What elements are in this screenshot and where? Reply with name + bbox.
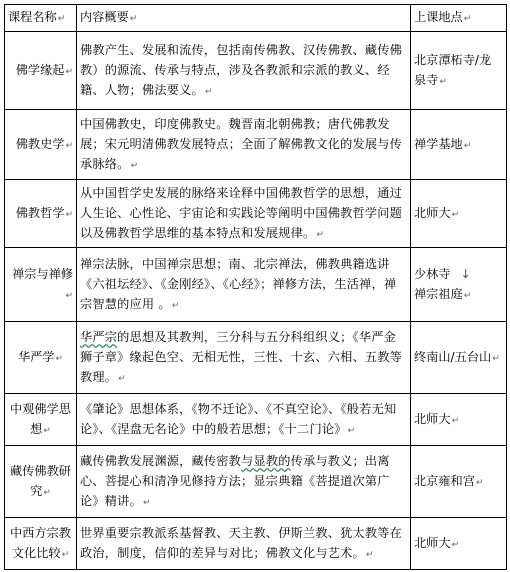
course-content-cell: 中国佛教史，印度佛教史。魏晋南北朝佛教；唐代佛教发展；宋元明清佛教发展特点；全面了解佛教文化的发展与传承脉络。↵ — [77, 110, 411, 180]
paragraph-mark-icon: ↵ — [463, 140, 472, 151]
course-content-cell: 华严宗的思想及其教判，三分科与五分科组织义；《华严金狮子章》缘起色空、无相无性，三性、十玄、六相、五教等教理。↵ — [77, 322, 411, 394]
course-content-cell: 藏传佛教发展渊源，藏传密教与显教的传承与教义；出离心、菩提心和清净见修持方法；显宗典籍《菩提道次第广论》精讲。↵ — [77, 446, 411, 518]
course-name-cell: 禅宗与禅修↵ — [5, 248, 77, 322]
paragraph-mark-icon: ↵ — [171, 300, 180, 311]
course-name-cell: 华严学↵ — [5, 322, 77, 394]
paragraph-mark-icon: ↵ — [204, 86, 213, 97]
course-location-cell: 北京雍和宫↵ — [411, 446, 507, 518]
paragraph-mark-icon: ↵ — [43, 487, 51, 498]
course-location-cell: 北师大↵ — [411, 518, 507, 570]
table-row — [5, 248, 507, 322]
paragraph-mark-icon: ↵ — [347, 425, 356, 436]
paragraph-mark-icon: ↵ — [439, 76, 447, 87]
paragraph-mark-icon: ↵ — [61, 549, 70, 560]
course-location-cell: 少林寺 ↓ 禅宗祖庭↵ — [411, 248, 507, 322]
course-location-cell: 禅学基地↵ — [411, 110, 507, 180]
header-location: 上课地点↵ — [411, 5, 507, 32]
course-name-cell: 中观佛学思想↵ — [5, 394, 77, 446]
paragraph-mark-icon: ↵ — [451, 415, 460, 426]
course-content-cell: 《肇论》思想体系，《物不迁论》、《不真空论》、《般若无知论》、《涅盘无名论》中的般若思想；《十二门论》↵ — [77, 394, 411, 446]
paragraph-mark-icon: ↵ — [129, 14, 138, 24]
course-location-cell: 终南山/五台山↵ — [411, 322, 507, 394]
table-header-row — [5, 5, 507, 32]
course-content-cell: 从中国哲学史发展的脉络来诠释中国佛教哲学的思想，通过人生论、心性论、宇宙论和实践论等阐明中国佛教哲学问题以及佛教哲学思维的基本特点和发展规律。↵ — [77, 180, 411, 248]
course-name-cell: 藏传佛教研究↵ — [5, 446, 77, 518]
table-row — [5, 180, 507, 248]
spellcheck-underlined-text: 华严宗 — [80, 329, 118, 344]
course-location-cell: 北京潭柘寺/龙泉寺↵ — [411, 32, 507, 110]
course-location-cell: 北师大↵ — [411, 180, 507, 248]
table-row — [5, 518, 507, 570]
paragraph-mark-icon: ↵ — [365, 549, 374, 560]
course-name-cell: 佛教哲学↵ — [5, 180, 77, 248]
paragraph-mark-icon: ↵ — [130, 160, 139, 171]
paragraph-mark-icon: ↵ — [463, 290, 472, 301]
paragraph-mark-icon: ↵ — [57, 14, 66, 24]
header-course-name: 课程名称↵ — [5, 5, 77, 32]
spellcheck-underlined-text: 与显教的 — [241, 453, 291, 468]
paragraph-mark-icon: ↵ — [118, 373, 126, 384]
header-content: 内容概要↵ — [77, 5, 411, 32]
paragraph-mark-icon: ↵ — [65, 140, 73, 151]
paragraph-mark-icon: ↵ — [451, 209, 460, 220]
paragraph-mark-icon: ↵ — [43, 425, 51, 436]
course-name-cell: 佛教史学↵ — [5, 110, 77, 180]
course-table — [4, 4, 507, 570]
table-row — [5, 322, 507, 394]
course-content-cell: 佛教产生、发展和流传，包括南传佛教、汉传佛教、藏传佛教）的源流、传承与特点，涉及各教派和宗派的教义、经籍、人物；佛法要义。↵ — [77, 32, 411, 110]
course-content-cell: 世界重要宗教派系基督教、天主教、伊斯兰教、犹太教等在政治，制度，信仰的差异与对比；佛教文化与艺术。↵ — [77, 518, 411, 570]
paragraph-mark-icon: ↵ — [316, 229, 325, 240]
course-name-cell: 中西方宗教文化比较↵ — [5, 518, 77, 570]
paragraph-mark-icon: ↵ — [492, 353, 500, 364]
paragraph-mark-icon: ↵ — [142, 497, 151, 508]
course-location-cell: 北师大↵ — [411, 394, 507, 446]
paragraph-mark-icon: ↵ — [451, 539, 460, 550]
table-row — [5, 446, 507, 518]
paragraph-mark-icon: ↵ — [65, 290, 73, 301]
course-name-cell: 佛学缘起↵ — [5, 32, 77, 110]
course-content-cell: 禅宗法脉，中国禅宗思想；南、北宗禅法，佛教典籍选讲《六祖坛经》、《金刚经》、《心经》；禅修方法，生活禅，禅宗智慧的应用 。↵ — [77, 248, 411, 322]
paragraph-mark-icon: ↵ — [475, 477, 484, 488]
paragraph-mark-icon: ↵ — [65, 209, 73, 220]
arrow-down-icon: ↓ — [460, 266, 471, 281]
paragraph-mark-icon: ↵ — [65, 66, 73, 77]
table-row — [5, 394, 507, 446]
table-row — [5, 110, 507, 180]
table-row — [5, 32, 507, 110]
paragraph-mark-icon: ↵ — [463, 14, 472, 24]
paragraph-mark-icon: ↵ — [55, 353, 64, 364]
